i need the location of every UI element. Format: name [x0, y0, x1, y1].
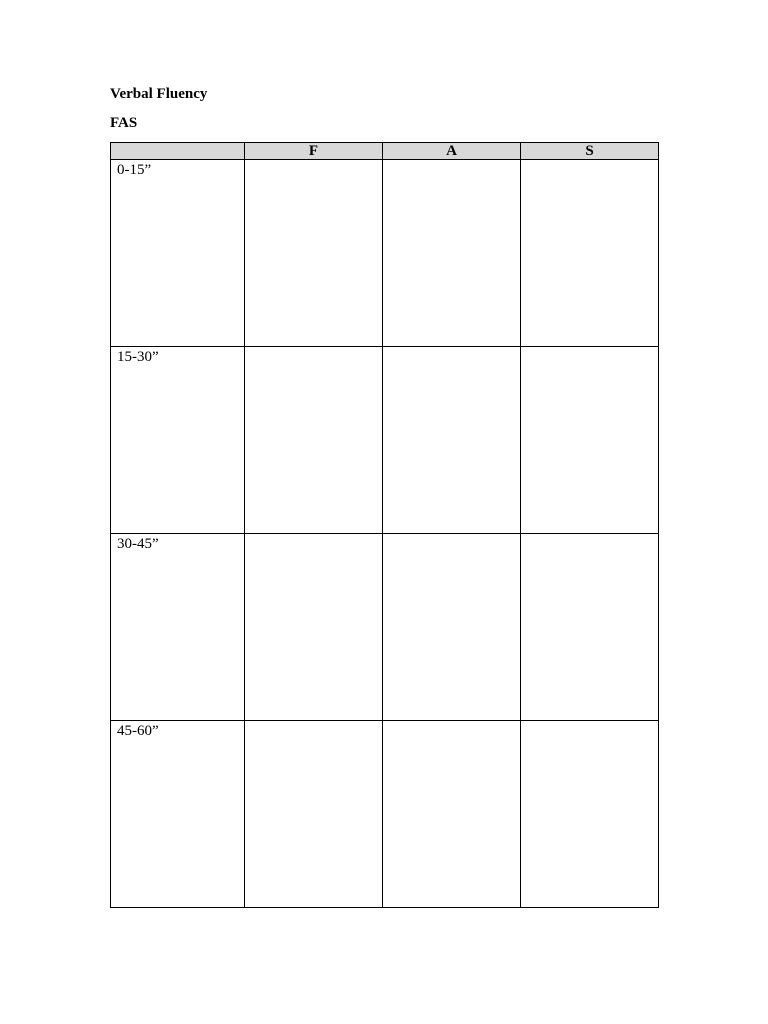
section-subtitle: FAS	[110, 115, 138, 131]
header-cell-a: A	[383, 143, 521, 160]
table-row	[111, 347, 659, 534]
cell-a-15-30[interactable]	[383, 347, 521, 534]
cell-a-45-60[interactable]	[383, 721, 521, 908]
table-row	[111, 534, 659, 721]
cell-s-30-45[interactable]	[521, 534, 659, 721]
header-cell-blank	[111, 143, 245, 160]
cell-s-45-60[interactable]	[521, 721, 659, 908]
fluency-table	[110, 142, 659, 908]
table-row	[111, 160, 659, 347]
row-label-15-30: 15-30”	[111, 347, 245, 534]
cell-s-15-30[interactable]	[521, 347, 659, 534]
cell-f-0-15[interactable]	[245, 160, 383, 347]
cell-f-45-60[interactable]	[245, 721, 383, 908]
cell-f-30-45[interactable]	[245, 534, 383, 721]
cell-a-30-45[interactable]	[383, 534, 521, 721]
row-label-45-60: 45-60”	[111, 721, 245, 908]
cell-a-0-15[interactable]	[383, 160, 521, 347]
table-row	[111, 721, 659, 908]
header-cell-s: S	[521, 143, 659, 160]
table-header-row	[111, 143, 659, 160]
cell-f-15-30[interactable]	[245, 347, 383, 534]
cell-s-0-15[interactable]	[521, 160, 659, 347]
header-cell-f: F	[245, 143, 383, 160]
page-title: Verbal Fluency	[110, 86, 208, 102]
row-label-30-45: 30-45”	[111, 534, 245, 721]
row-label-0-15: 0-15”	[111, 160, 245, 347]
